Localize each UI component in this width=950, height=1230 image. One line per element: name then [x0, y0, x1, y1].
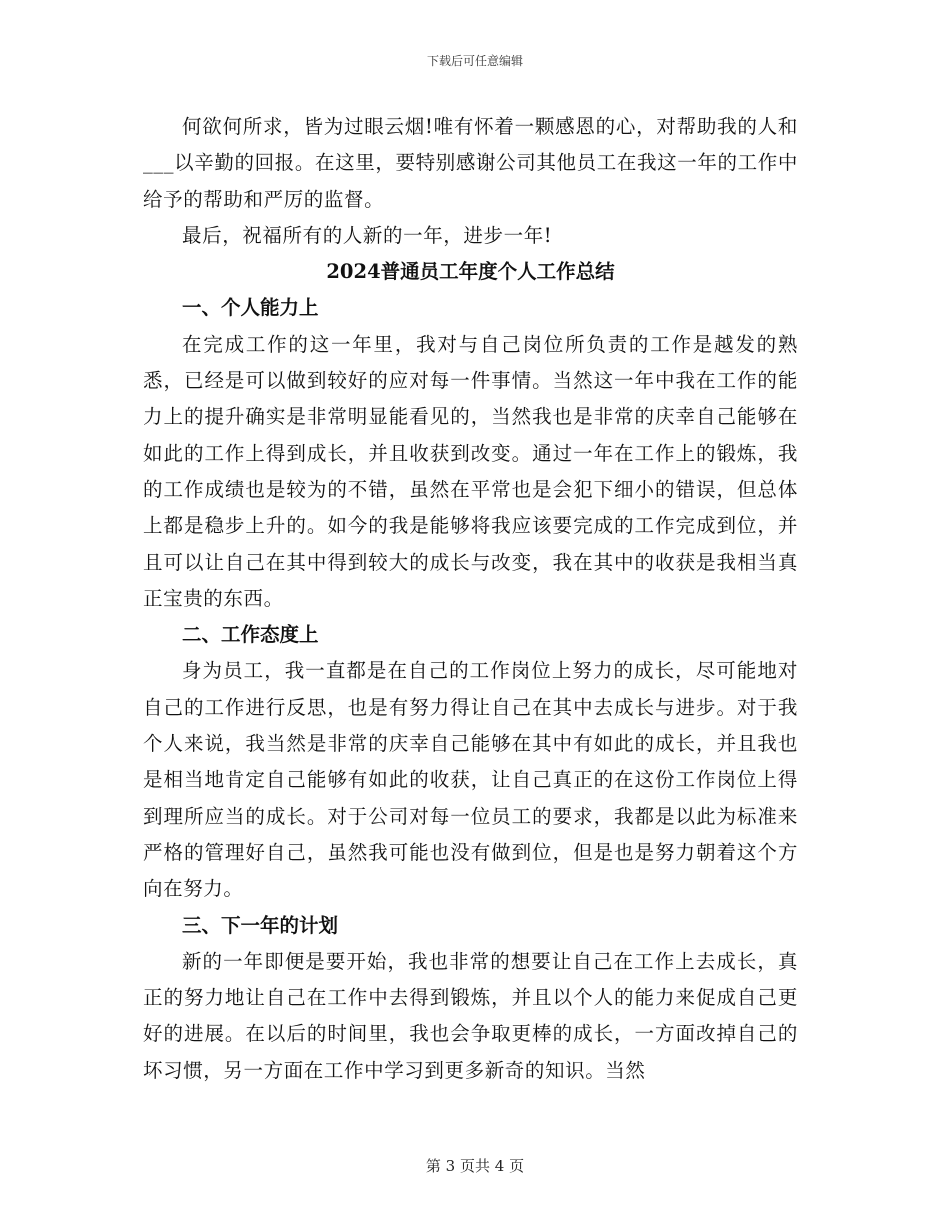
section-heading-attitude: 二、工作态度上: [182, 623, 319, 647]
intro-paragraph: 何欲何所求，皆为过眼云烟!唯有怀着一颗感恩的心，对帮助我的人和___以辛勤的回报。在这里，要特别感谢公司其他员工在我这一年的工作中给予的帮助和严厉的监督。: [143, 115, 798, 211]
page-header: 下载后可任意编辑: [426, 54, 523, 68]
section-heading-plan: 三、下一年的计划: [182, 913, 339, 937]
document-title: 2024普通员工年度个人工作总结: [326, 260, 615, 284]
closing-wish-paragraph: 最后，祝福所有的人新的一年，进步一年!: [182, 223, 553, 247]
page-footer: 第 3 页共 4 页: [425, 1157, 525, 1175]
section-body-ability: 在完成工作的这一年里，我对与自己岗位所负责的工作是越发的熟悉，已经是可以做到较好的应对每一件事情。当然这一年中我在工作的能力上的提升确实是非常明显能看见的，当然我也是非常的庆幸自己能够在如此的工作上得到成长，并且收获到改变。通过一年在工作上的锻炼，我的工作成绩也是较为的不错，虽然在平常也是会犯下细小的错误，但总体上都是稳步上升的。如今的我是能够将我应该要完成的工作完成到位，并且可以让自己在其中得到较大的成长与改变，我在其中的收获是我相当真正宝贵的东西。: [143, 332, 798, 610]
section-body-attitude: 身为员工，我一直都是在自己的工作岗位上努力的成长，尽可能地对自己的工作进行反思，也是有努力得让自己在其中去成长与进步。对于我个人来说，我当然是非常的庆幸自己能够在其中有如此的成长，并且我也是相当地肯定自己能够有如此的收获，让自己真正的在这份工作岗位上得到理所应当的成长。对于公司对每一位员工的要求，我都是以此为标准来严格的管理好自己，虽然我可能也没有做到位，但是也是努力朝着这个方向在努力。: [143, 659, 798, 901]
section-body-plan: 新的一年即便是要开始，我也非常的想要让自己在工作上去成长，真正的努力地让自己在工作中去得到锻炼，并且以个人的能力来促成自己更好的进展。在以后的时间里，我也会争取更棒的成长，一方面改掉自己的坏习惯，另一方面在工作中学习到更多新奇的知识。当然: [143, 949, 798, 1082]
document-body: [143, 109, 798, 1089]
section-heading-ability: 一、个人能力上: [182, 296, 319, 320]
